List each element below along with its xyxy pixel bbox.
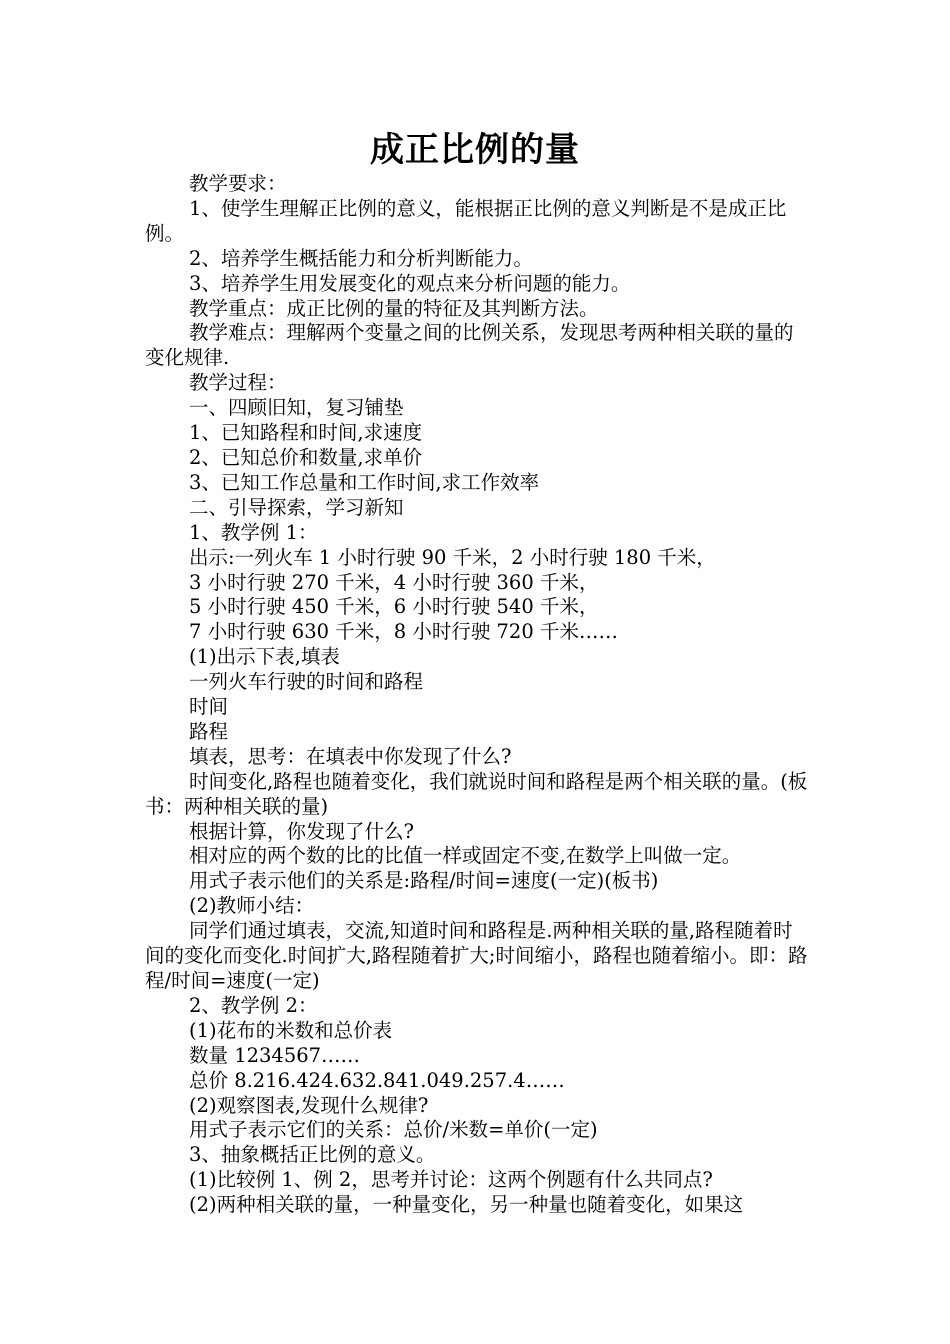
paragraph: 1、使学生理解正比例的意义，能根据正比例的意义判断是不是成正比例。 <box>145 196 787 245</box>
paragraph: (2)两种相关联的量，一种量变化，另一种量也随着变化，如果这 <box>189 1193 744 1217</box>
paragraph: 用式子表示他们的关系是:路程/时间=速度(一定)(板书) <box>189 869 659 893</box>
paragraph: 教学过程： <box>189 371 287 395</box>
paragraph: 时间变化,路程也随着变化，我们就说时间和路程是两个相关联的量。(板书：两种相关联的量) <box>145 769 808 818</box>
paragraph: (1)花布的米数和总价表 <box>189 1018 393 1042</box>
paragraph: (1)出示下表,填表 <box>189 645 340 669</box>
paragraph: 7 小时行驶 630 千米，8 小时行驶 720 千米…… <box>189 620 618 644</box>
paragraph: 3、已知工作总量和工作时间,求工作效率 <box>189 470 540 494</box>
paragraph: 时间 <box>189 695 229 719</box>
paragraph: 2、培养学生概括能力和分析判断能力。 <box>189 246 533 270</box>
paragraph: 3 小时行驶 270 千米，4 小时行驶 360 千米， <box>189 570 599 594</box>
paragraph: 一、四顾旧知，复习铺垫 <box>189 396 404 420</box>
paragraph: 同学们通过填表，交流,知道时间和路程是.两种相关联的量,路程随着时间的变化而变化.时间扩大,路程随着扩大;时间缩小，路程也随着缩小。即：路程/时间=速度(一定) <box>145 919 808 992</box>
paragraph: 总价 8.216.424.632.841.049.257.4…… <box>189 1068 565 1092</box>
paragraph: 用式子表示它们的关系：总价/米数=单价(一定) <box>189 1118 598 1142</box>
paragraph: 相对应的两个数的比的比值一样或固定不变,在数学上叫做一定。 <box>189 844 742 868</box>
paragraph: 1、已知路程和时间,求速度 <box>189 421 423 445</box>
paragraph: 路程 <box>189 719 229 743</box>
paragraph: 1、教学例 1： <box>189 520 318 544</box>
document-body <box>145 172 810 1218</box>
paragraph: 2、教学例 2： <box>189 993 318 1017</box>
paragraph: (2)观察图表,发现什么规律? <box>189 1093 429 1117</box>
paragraph: 数量 1234567…… <box>189 1043 361 1067</box>
paragraph: 一列火车行驶的时间和路程 <box>189 670 424 694</box>
paragraph: 教学要求： <box>189 172 287 195</box>
paragraph: (1)比较例 1、例 2，思考并讨论：这两个例题有什么共同点? <box>189 1168 713 1192</box>
paragraph: 2、已知总价和数量,求单价 <box>189 445 423 469</box>
paragraph: 二、引导探索，学习新知 <box>189 495 404 519</box>
paragraph: 3、抽象概括正比例的意义。 <box>189 1143 436 1167</box>
paragraph: 教学重点：成正比例的量的特征及其判断方法。 <box>189 296 599 320</box>
paragraph: 5 小时行驶 450 千米，6 小时行驶 540 千米， <box>189 595 599 619</box>
paragraph: (2)教师小结： <box>189 894 315 918</box>
paragraph: 填表，思考：在填表中你发现了什么? <box>189 744 512 768</box>
paragraph: 根据计算，你发现了什么? <box>189 819 414 843</box>
paragraph: 3、培养学生用发展变化的观点来分析问题的能力。 <box>189 271 631 295</box>
paragraph: 教学难点：理解两个变量之间的比例关系，发现思考两种相关联的量的变化规律. <box>145 321 794 370</box>
paragraph: 出示:一列火车 1 小时行驶 90 千米，2 小时行驶 180 千米， <box>189 545 716 569</box>
document-title: 成正比例的量 <box>370 130 580 170</box>
